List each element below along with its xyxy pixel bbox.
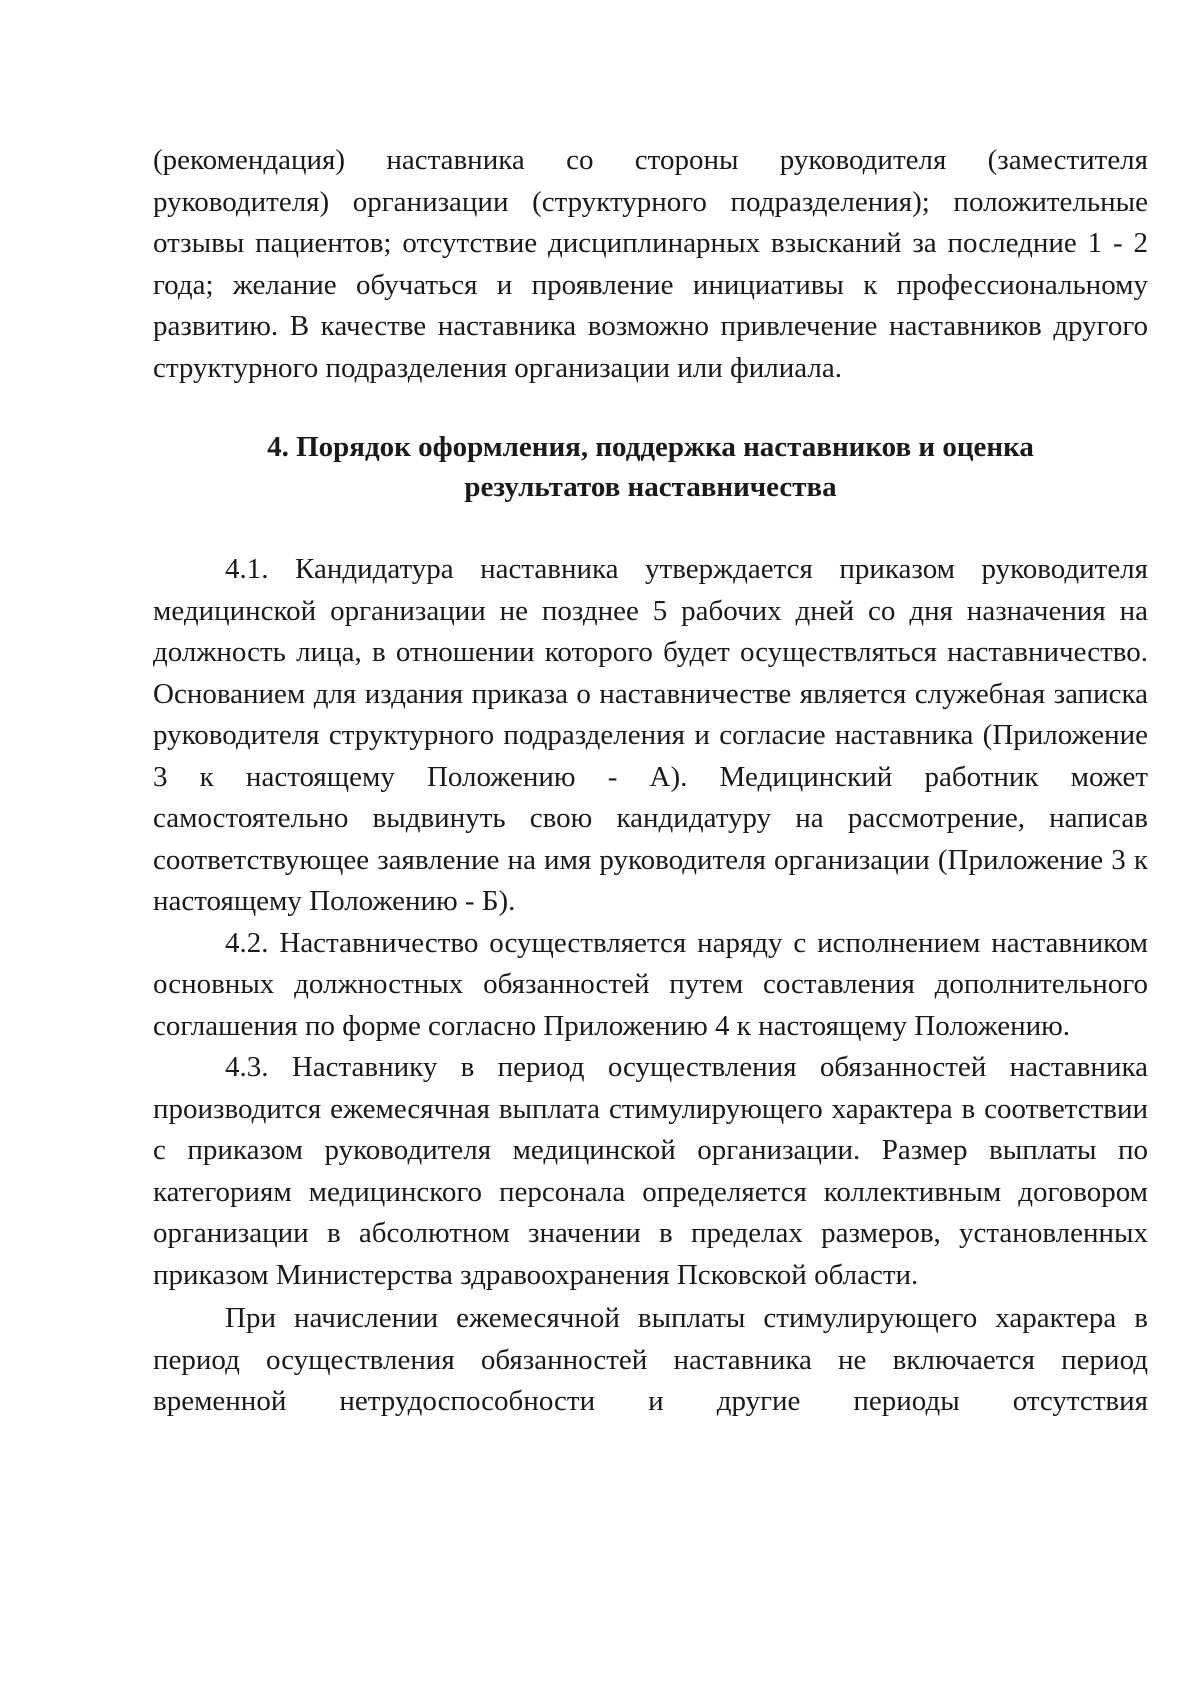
intro-paragraph: (рекомендация) наставника со стороны руководителя (заместителя руководителя) организации (структурного подразделения); положительные отзывы пациентов; отсутствие дисциплинарных взысканий за последние 1 - 2 года; желание обучаться и проявление инициативы к профессиональному развитию. В качестве наставника возможно привлечение наставников другого структурного подразделения организации или филиала. <box>153 144 1148 384</box>
paragraph-final: При начислении ежемесячной выплаты стимулирующего характера в период осуществления обязанностей наставника не включается период временной нетрудоспособности и другие периоды отсутствия <box>153 1302 1148 1417</box>
section-heading-line-1: 4. Порядок оформления, поддержка наставников и оценка <box>267 431 1034 463</box>
section-heading <box>153 427 1148 507</box>
section-heading-line-2: результатов наставничества <box>464 471 837 503</box>
document-page <box>153 140 1148 1423</box>
paragraph-4-3: 4.3. Наставнику в период осуществления обязанностей наставника производится ежемесячная выплата стимулирующего характера в соответствии с приказом руководителя медицинской организации. Размер выплаты по категориям медицинского персонала определяется коллективным договором организации в абсолютном значении в пределах размеров, установленных приказом Министерства здравоохранения Псковской области. <box>153 1051 1148 1291</box>
paragraph-4-2: 4.2. Наставничество осуществляется наряду с исполнением наставником основных должностных обязанностей путем составления дополнительного соглашения по форме согласно Приложению 4 к настоящему Положению. <box>153 926 1148 1042</box>
paragraph-4-1: 4.1. Кандидатура наставника утверждается приказом руководителя медицинской организации не позднее 5 рабочих дней со дня назначения на должность лица, в отношении которого будет осуществляться наставничество. Основанием для издания приказа о наставничестве является служебная записка руководителя структурного подразделения и согласие наставника (Приложение 3 к настоящему Положению - А). Медицинский работник может самостоятельно выдвинуть свою кандидатуру на рассмотрение, написав соответствующее заявление на имя руководителя организации (Приложение 3 к настоящему Положению - Б). <box>153 553 1148 917</box>
